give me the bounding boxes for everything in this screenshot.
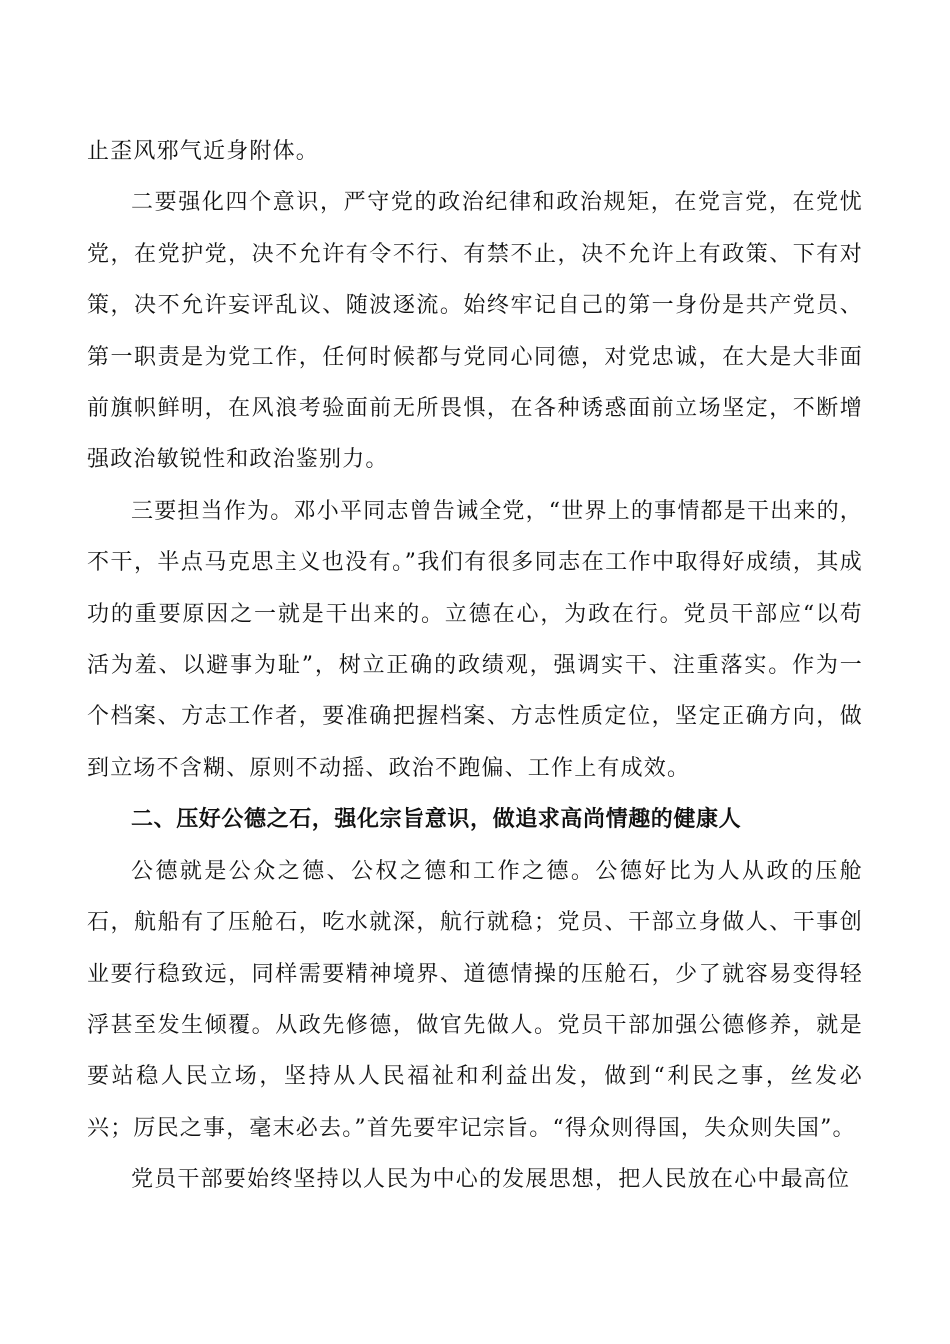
document-body: [87, 126, 863, 1206]
paragraph-continuation: 止歪风邪气近身附体。: [87, 139, 320, 164]
paragraph-responsibility: 三要担当作为。邓小平同志曾告诫全党，“世界上的事情都是干出来的，不干，半点马克思主义也没有。”我们有很多同志在工作中取得好成绩，其成功的重要原因之一就是干出来的。立德在心，为政在行。党员干部应“以苟活为羞、以避事为耻”，树立正确的政绩观，强调实干、注重落实。作为一个档案、方志工作者，要准确把握档案、方志性质定位，坚定正确方向，做到立场不含糊、原则不动摇、政治不跑偏、工作上有成效。: [87, 498, 863, 781]
paragraph-people-centered: 党员干部要始终坚持以人民为中心的发展思想，把人民放在心中最高位: [131, 1167, 851, 1193]
paragraph-public-morality: 公德就是公众之德、公权之德和工作之德。公德好比为人从政的压舱石，航船有了压舱石，吃水就深，航行就稳；党员、干部立身做人、干事创业要行稳致远，同样需要精神境界、道德情操的压舱石，少了就容易变得轻浮甚至发生倾覆。从政先修德，做官先做人。党员干部加强公德修养，就是要站稳人民立场，坚持从人民福祉和利益出发，做到“利民之事，丝发必兴；厉民之事，毫末必去。”首先要牢记宗旨。“得众则得国，失众则失国”。: [87, 858, 863, 1141]
paragraph-political-awareness: 二要强化四个意识，严守党的政治纪律和政治规矩，在党言党，在党忧党，在党护党，决不允许有令不行、有禁不止，决不允许上有政策、下有对策，决不允许妄评乱议、随波逐流。始终牢记自己的第一身份是共产党员、第一职责是为党工作，任何时候都与党同心同德，对党忠诚，在大是大非面前旗帜鲜明，在风浪考验面前无所畏惧，在各种诱惑面前立场坚定，不断增强政治敏锐性和政治鉴别力。: [87, 190, 863, 473]
section-heading-public-morality: 二、压好公德之石，强化宗旨意识，做追求高尚情趣的健康人: [131, 807, 742, 833]
